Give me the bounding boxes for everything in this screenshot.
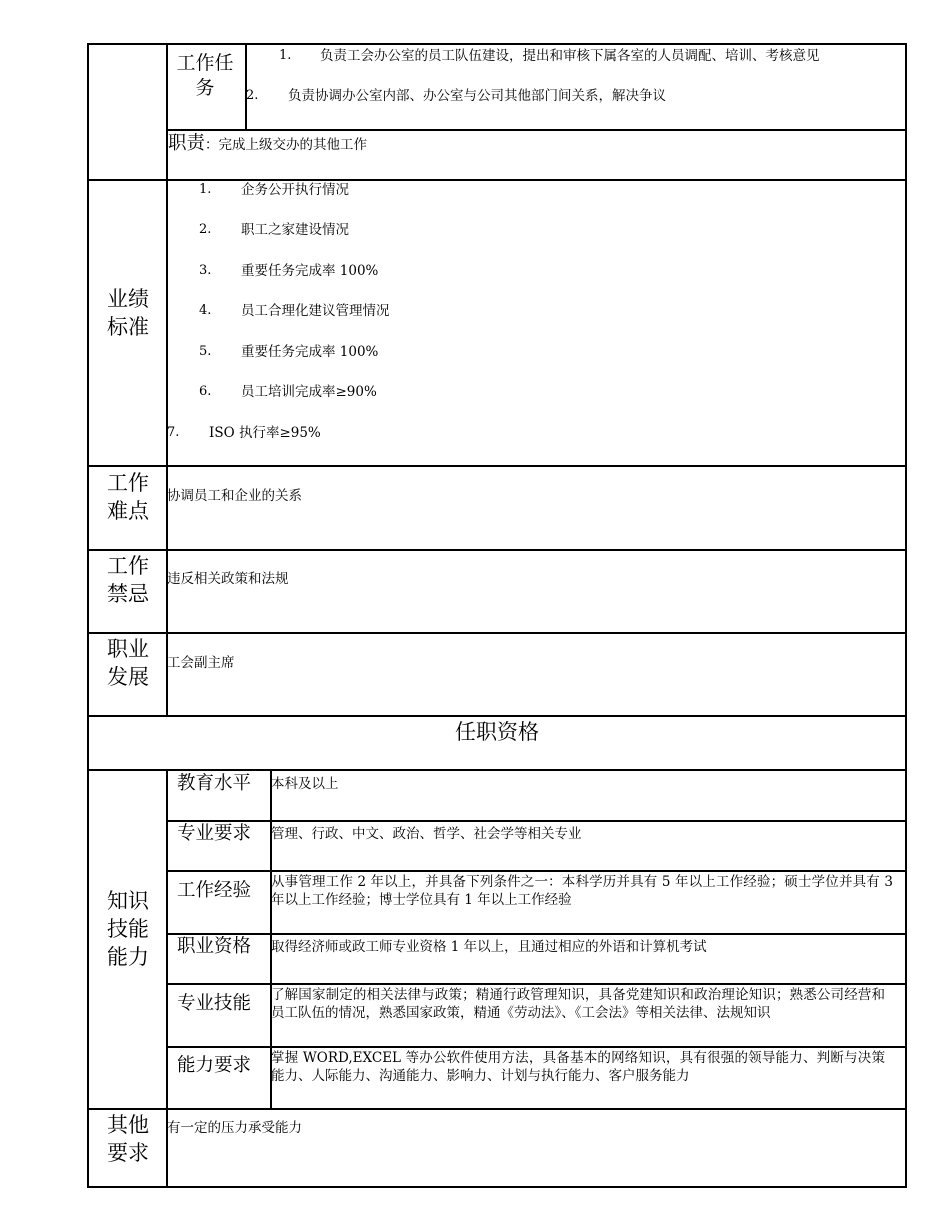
difficulty-text: 协调员工和企业的关系 — [167, 488, 302, 504]
section-line-7 — [88, 1108, 906, 1110]
certification-label: 职业资格 — [177, 936, 252, 957]
duty-2-text: 负责协调办公室内部、办公室与公司其他部门间关系，解决争议 — [288, 88, 666, 104]
taboo-label: 工作禁忌 — [107, 554, 149, 606]
responsibility-text: ：完成上级交办的其他工作 — [205, 137, 367, 153]
experience-text: 从事管理工作 2 年以上，并具备下列条件之一：本科学历并具有 5 年以上工作经验；硕士学位并具有 3 年以上工作经验；博士学位具有 1 年以上工作经验 — [271, 874, 893, 908]
section-line-5 — [88, 715, 906, 717]
qualification-title: 任职资格 — [455, 720, 539, 744]
major-text: 管理、行政、中文、政治、哲学、社会学等相关专业 — [271, 826, 582, 842]
other-label: 其他要求 — [107, 1113, 149, 1165]
skills-label: 专业技能 — [177, 993, 252, 1014]
qual-line-2 — [167, 870, 906, 872]
performance-3-number: 3. — [199, 263, 212, 278]
performance-3-text: 重要任务完成率 100% — [241, 263, 379, 279]
performance-7-number: 7. — [167, 425, 180, 440]
other-text: 有一定的压力承受能力 — [167, 1120, 302, 1136]
education-label: 教育水平 — [177, 773, 252, 794]
duties-divider — [167, 129, 906, 131]
performance-4-number: 4. — [199, 303, 212, 318]
performance-5-number: 5. — [199, 344, 212, 359]
performance-2-number: 2. — [199, 222, 212, 237]
duties-label: 工作任务 — [176, 52, 234, 99]
career-label: 职业发展 — [107, 637, 149, 689]
performance-2-text: 职工之家建设情况 — [241, 222, 349, 238]
performance-5-text: 重要任务完成率 100% — [241, 344, 379, 360]
qual-line-4 — [167, 983, 906, 985]
qualification-group-label: 知识技能能力 — [107, 889, 149, 969]
section-line-4 — [88, 632, 906, 634]
experience-label: 工作经验 — [177, 880, 252, 901]
performance-1-text: 企务公开执行情况 — [241, 182, 349, 198]
section-line-2 — [88, 465, 906, 467]
ability-text: 掌握 WORD,EXCEL 等办公软件使用方法，具备基本的网络知识，具有很强的领导能力、判断与决策能力、人际能力、沟通能力、影响力、计划与执行能力、客户服务能力 — [271, 1050, 885, 1084]
duty-2-number: 2. — [246, 88, 259, 103]
performance-4-text: 员工合理化建议管理情况 — [241, 303, 390, 319]
qual-line-5 — [167, 1046, 906, 1048]
certification-text: 取得经济师或政工师专业资格 1 年以上，且通过相应的外语和计算机考试 — [271, 939, 707, 955]
duty-1-text: 负责工会办公室的员工队伍建设，提出和审核下属各室的人员调配、培训、考核意见 — [320, 48, 820, 64]
ability-label: 能力要求 — [177, 1055, 252, 1076]
qual-line-1 — [167, 820, 906, 822]
education-text: 本科及以上 — [271, 776, 339, 792]
performance-7-text: ISO 执行率≥95% — [209, 425, 321, 441]
performance-6-text: 员工培训完成率≥90% — [241, 384, 377, 400]
major-label: 专业要求 — [177, 823, 252, 844]
taboo-text: 违反相关政策和法规 — [167, 571, 289, 587]
responsibility-label: 职责 — [168, 133, 206, 154]
duty-1-number: 1. — [279, 48, 292, 63]
performance-6-number: 6. — [199, 384, 212, 399]
qual-line-3 — [167, 933, 906, 935]
performance-label: 业绩标准 — [107, 287, 149, 339]
performance-1-number: 1. — [199, 182, 212, 197]
career-text: 工会副主席 — [167, 655, 235, 671]
section-line-3 — [88, 549, 906, 551]
section-line-6 — [88, 769, 906, 771]
difficulty-label: 工作难点 — [107, 471, 149, 523]
skills-text: 了解国家制定的相关法律与政策；精通行政管理知识，具备党建知识和政治理论知识；熟悉公司经营和员工队伍的情况，熟悉国家政策，精通《劳动法》、《工会法》等相关法律、法规知识 — [271, 987, 885, 1021]
